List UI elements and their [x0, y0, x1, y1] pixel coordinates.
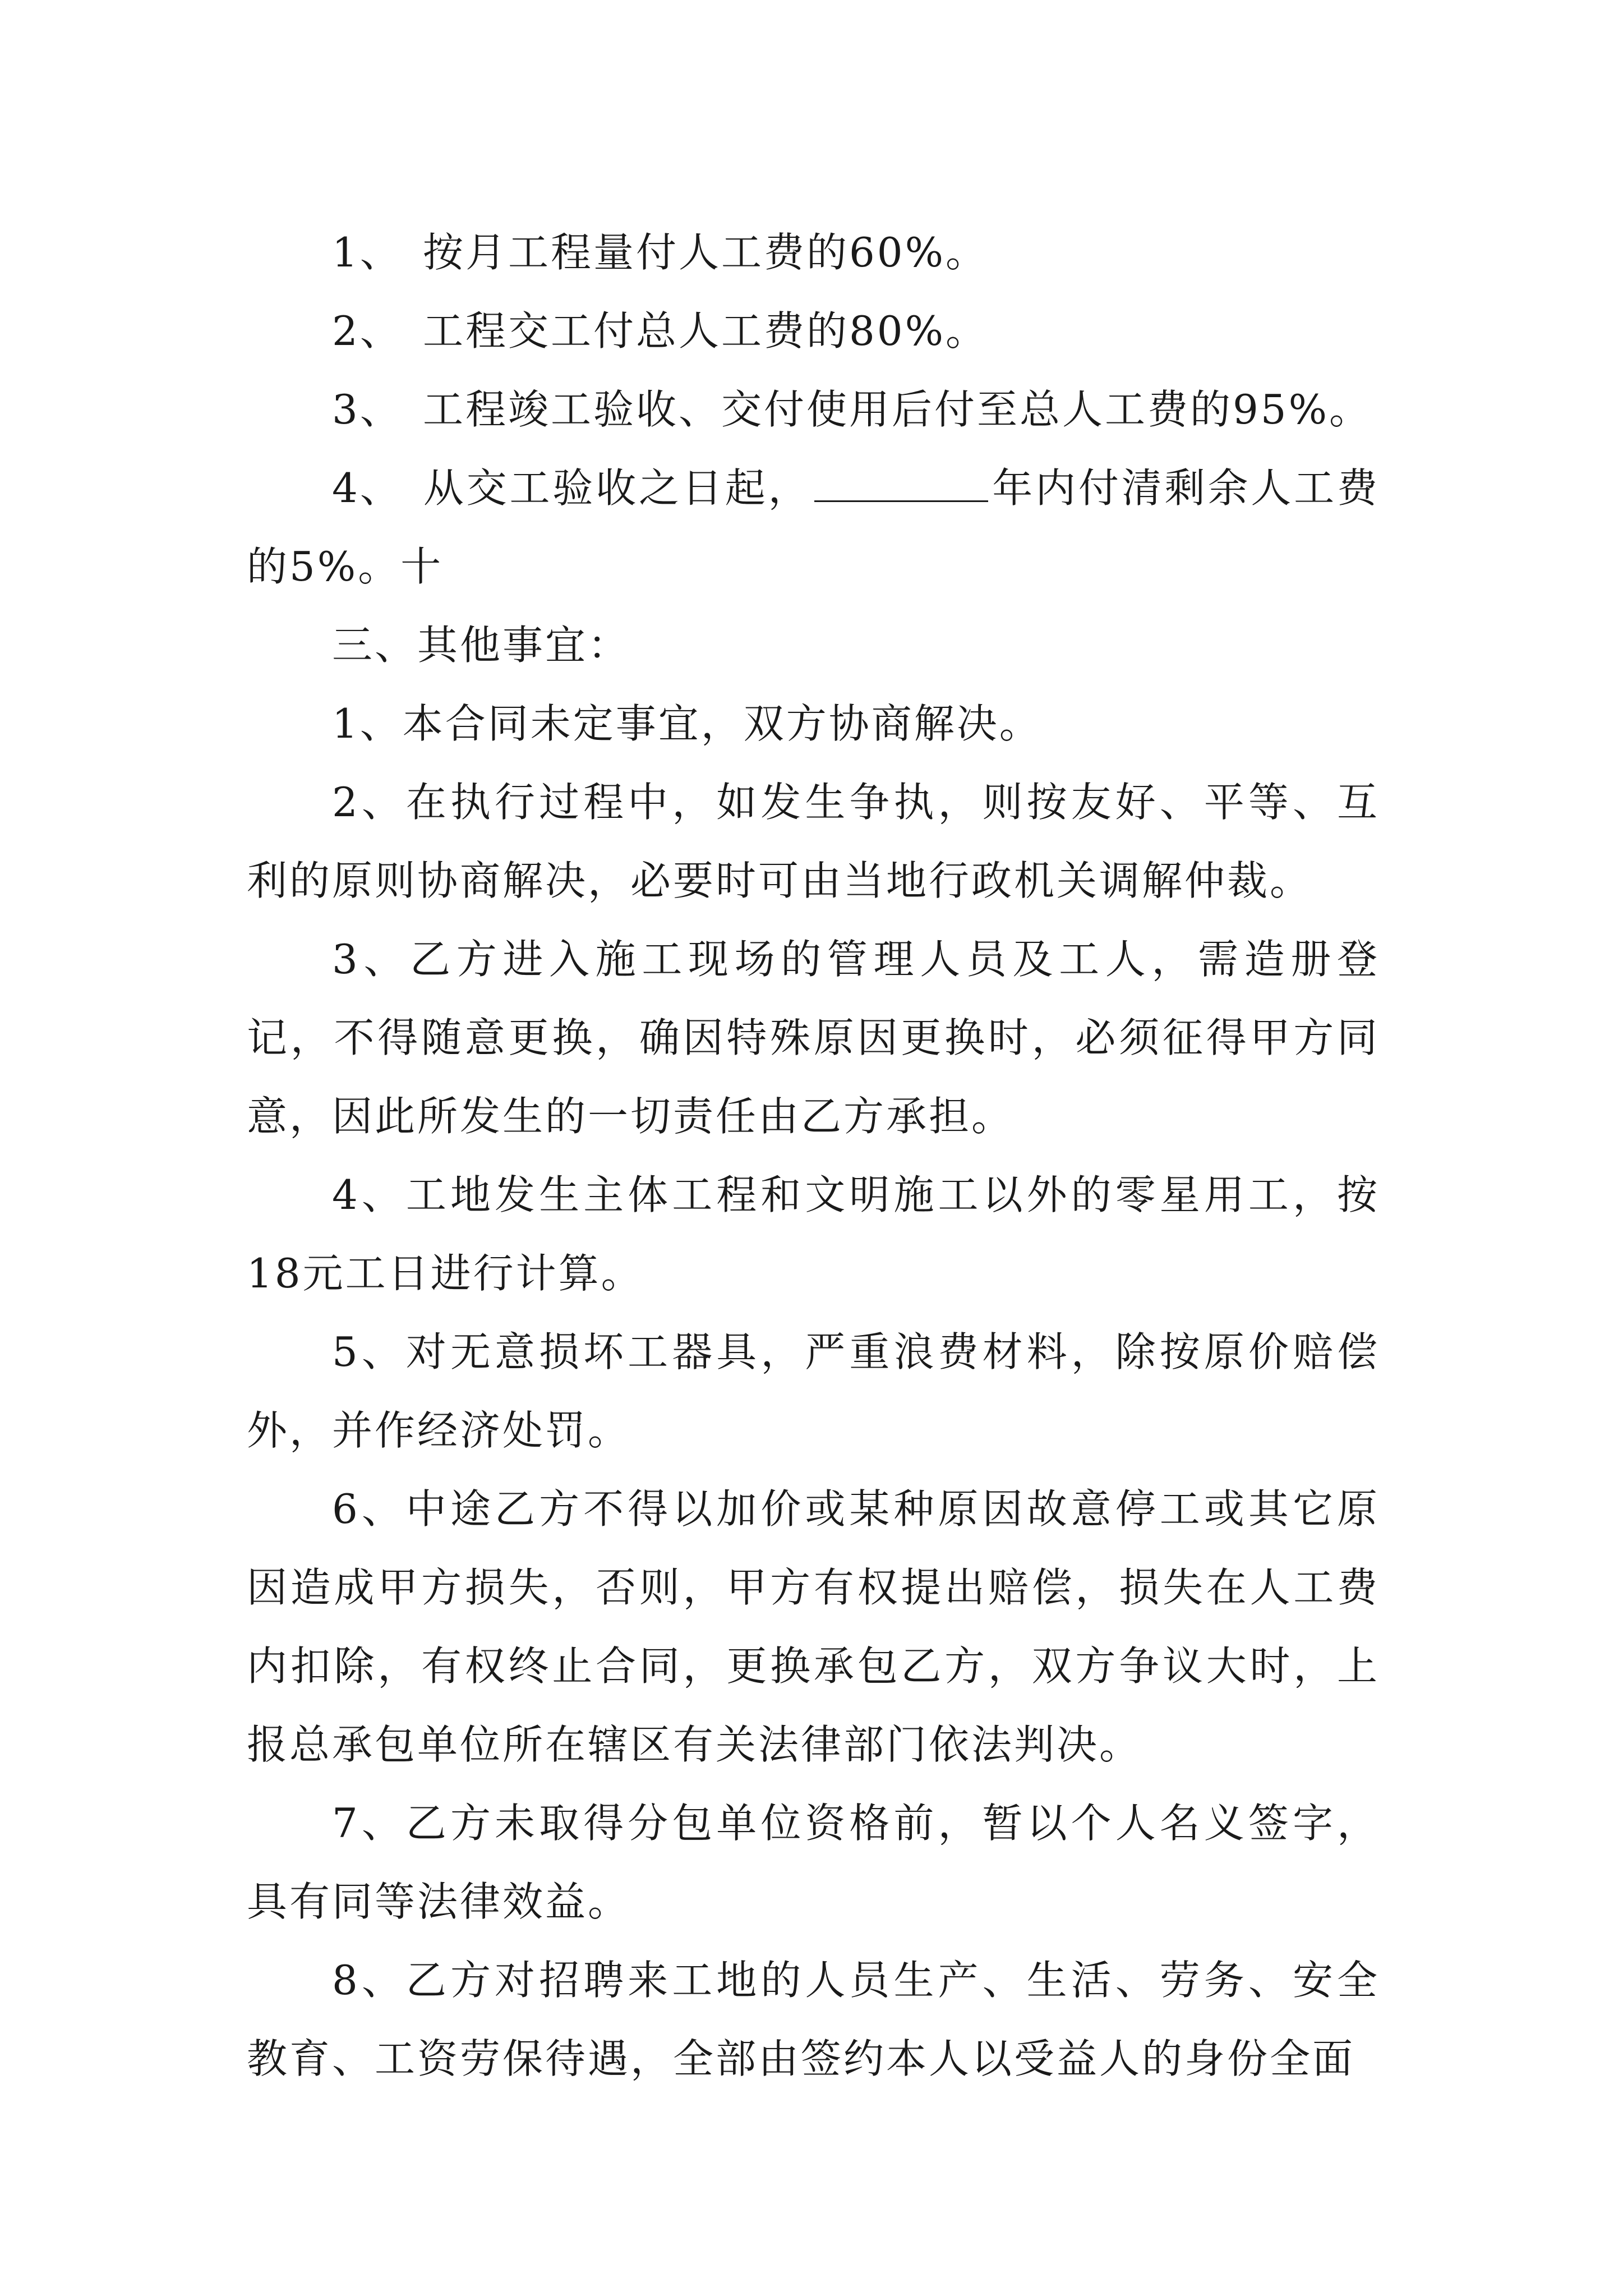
- payment-item-1: [247, 213, 1380, 292]
- item-text: 按月工程量付人工费的60%。: [423, 229, 989, 276]
- item-text: 工程交工付总人工费的80%。: [423, 307, 989, 355]
- item-text-after-blank: 年内付清剩余人工费的5%。十: [247, 464, 1380, 590]
- other-item-8: 8、乙方对招聘来工地的人员生产、生活、劳务、安全教育、工资劳保待遇，全部由签约本人以受益人的身份全面: [247, 1957, 1380, 2082]
- payment-item-2: [247, 292, 1380, 370]
- other-item-2: 2、在执行过程中，如发生争执，则按友好、平等、互利的原则协商解决，必要时可由当地行政机关调解仲裁。: [247, 779, 1380, 904]
- other-item-4: 4、工地发生主体工程和文明施工以外的零星用工，按18元工日进行计算。: [247, 1171, 1380, 1297]
- payment-item-3: [247, 370, 1380, 449]
- section-title: 三、其他事宜：: [332, 622, 631, 669]
- other-item-3: 3、乙方进入施工现场的管理人员及工人，需造册登记，不得随意更换，确因特殊原因更换时，必须征得甲方同意，因此所发生的一切责任由乙方承担。: [247, 936, 1380, 1140]
- other-item-6: 6、中途乙方不得以加价或某种原因故意停工或其它原因造成甲方损失，否则，甲方有权提出赔偿，损失在人工费内扣除，有权终止合同，更换承包乙方，双方争议大时，上报总承包单位所在辖区有关法律部门依法判决。: [247, 1485, 1380, 1768]
- item-number: 2、: [332, 307, 403, 355]
- item-number: 1、: [332, 229, 403, 276]
- other-item-7: 7、乙方未取得分包单位资格前，暂以个人名义签字，具有同等法律效益。: [247, 1800, 1380, 1925]
- document-body: [247, 213, 1380, 2098]
- item-text-before-blank: 从交工验收之日起，: [423, 464, 811, 512]
- item-number: 3、: [332, 386, 403, 433]
- item-text: 工程竣工验收、交付使用后付至总人工费的95%。: [423, 386, 1372, 433]
- item-number: 4、: [332, 464, 403, 512]
- fill-in-blank: [814, 459, 988, 502]
- other-item-5: 5、对无意损坏工器具，严重浪费材料，除按原价赔偿外，并作经济处罚。: [247, 1328, 1380, 1454]
- payment-item-4: [247, 449, 1380, 606]
- other-item-1: 1、本合同未定事宜，双方协商解决。: [332, 700, 1042, 747]
